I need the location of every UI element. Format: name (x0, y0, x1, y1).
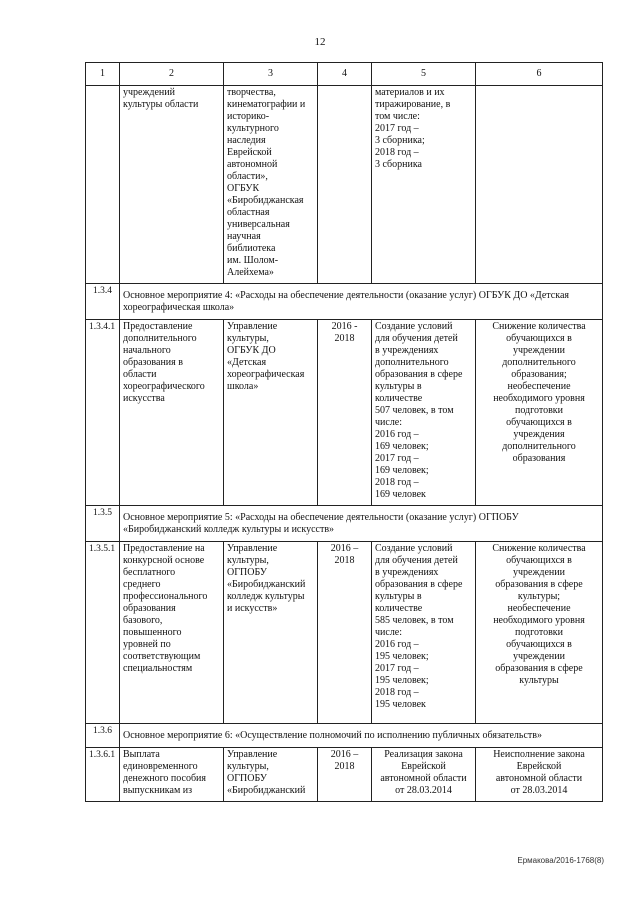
row-number-cell: 1.3.5.1 (86, 542, 120, 724)
section-number: 1.3.6 (86, 724, 120, 748)
activity-cell: Выплата единовременного денежного пособия выпускникам из (120, 748, 224, 802)
consequence-cell: Снижение количества обучающихся в учреждении дополнительного образования; необеспечение необходимого уровня подготовки обучающихся в учреждения дополнительного образования (476, 320, 603, 506)
activity-cell: Предоставление дополнительного начального образования в области хореографического искусства (120, 320, 224, 506)
table-header-row (86, 63, 603, 86)
period-cell (318, 86, 372, 284)
activity-cell: Предоставление на конкурсной основе бесплатного среднего профессионального образования базового, повышенного уровней по соответствующим специальностям (120, 542, 224, 724)
header-cell-4: 4 (318, 63, 372, 86)
section-number: 1.3.4 (86, 284, 120, 320)
activity-cell: учреждений культуры области (120, 86, 224, 284)
table-row-continued (86, 86, 603, 284)
header-cell-3: 3 (224, 63, 318, 86)
result-cell: материалов и их тиражирование, в том числе: 2017 год – 3 сборника; 2018 год – 3 сборника (372, 86, 476, 284)
executor-cell: творчества, кинематографии и историко- культурного наследия Еврейской автономной области», ОГБУК «Биробиджанская областная универсальная научная библиотека им. Шолом- Алейхема» (224, 86, 318, 284)
row-number-cell (86, 86, 120, 284)
header-cell-1: 1 (86, 63, 120, 86)
program-table (85, 62, 603, 802)
section-row-1-3-5 (86, 506, 603, 542)
consequence-cell: Неисполнение закона Еврейской автономной области от 28.03.2014 (476, 748, 603, 802)
period-cell: 2016 – 2018 (318, 542, 372, 724)
row-number-cell: 1.3.4.1 (86, 320, 120, 506)
row-number-cell: 1.3.6.1 (86, 748, 120, 802)
result-cell: Создание условий для обучения детей в учреждениях образования в сфере культуры в количестве 585 человек, в том числе: 2016 год – 195 человек; 2017 год – 195 человек; 2018 год – 195 человек (372, 542, 476, 724)
executor-cell: Управление культуры, ОГБУК ДО «Детская хореографическая школа» (224, 320, 318, 506)
section-row-1-3-4 (86, 284, 603, 320)
section-number: 1.3.5 (86, 506, 120, 542)
header-cell-5: 5 (372, 63, 476, 86)
table-row-1-3-6-1 (86, 748, 603, 802)
executor-cell: Управление культуры, ОГПОБУ «Биробиджанский колледж культуры и искусств» (224, 542, 318, 724)
header-cell-2: 2 (120, 63, 224, 86)
section-title: Основное мероприятие 6: «Осуществление полномочий по исполнению публичных обязательств» (120, 724, 603, 748)
page-number: 12 (314, 36, 326, 48)
executor-cell: Управление культуры, ОГПОБУ «Биробиджанский (224, 748, 318, 802)
table-row-1-3-4-1 (86, 320, 603, 506)
section-row-1-3-6 (86, 724, 603, 748)
period-cell: 2016 - 2018 (318, 320, 372, 506)
section-title: Основное мероприятие 5: «Расходы на обеспечение деятельности (оказание услуг) ОГПОБУ «Биробиджанский колледж культуры и искусств» (120, 506, 603, 542)
period-cell: 2016 – 2018 (318, 748, 372, 802)
result-cell: Создание условий для обучения детей в учреждениях дополнительного образования в сфере культуры в количестве 507 человек, в том числе: 2016 год – 169 человек; 2017 год – 169 человек; 2018 год – 169 человек (372, 320, 476, 506)
consequence-cell: Снижение количества обучающихся в учреждении образования в сфере культуры; необеспечение необходимого уровня подготовки обучающихся в учреждении образования в сфере культуры (476, 542, 603, 724)
result-cell: Реализация закона Еврейской автономной области от 28.03.2014 (372, 748, 476, 802)
header-cell-6: 6 (476, 63, 603, 86)
consequence-cell (476, 86, 603, 284)
table-row-1-3-5-1 (86, 542, 603, 724)
section-title: Основное мероприятие 4: «Расходы на обеспечение деятельности (оказание услуг) ОГБУК ДО «Детская хореографическая школа» (120, 284, 603, 320)
document-registration-code: Ермакова/2016-1768(8) (517, 856, 604, 865)
